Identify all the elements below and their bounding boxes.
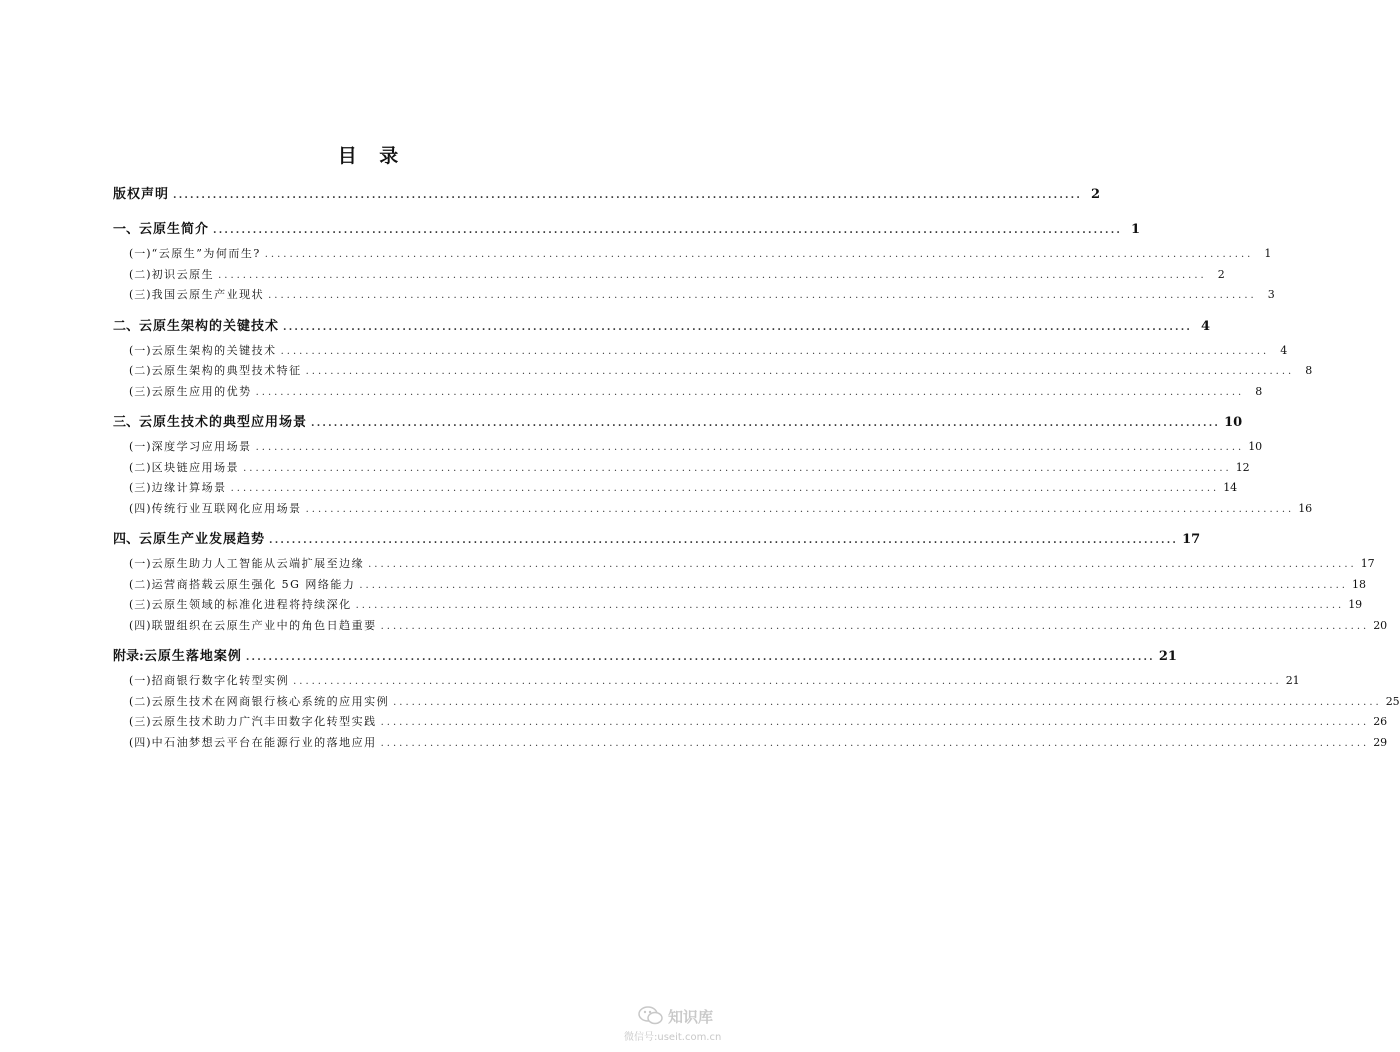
- toc-entry-title: 云原生应用的优势: [151, 384, 252, 398]
- toc-dot-leader: ................................................................................................................................................................: [355, 600, 1345, 611]
- toc-entry-title: 联盟组织在云原生产业中的角色日趋重要: [151, 618, 377, 632]
- toc-entry-title: 深度学习应用场景: [151, 440, 252, 453]
- toc-dot-leader: ................................................................................................................................................................: [173, 190, 1083, 201]
- toc-page-number: 4: [1201, 318, 1211, 334]
- toc-entry-title: 传统行业互联网化应用场景: [151, 501, 302, 515]
- toc-subsection-entry[interactable]: [129, 500, 1313, 516]
- toc-subsection-entry[interactable]: [129, 555, 1375, 571]
- toc-entry-number: (二): [129, 694, 152, 708]
- toc-page-number: 18: [1351, 577, 1366, 591]
- toc-subsection-entry[interactable]: [129, 479, 1238, 495]
- toc-entry-number: (一): [129, 247, 152, 260]
- toc-subsection-entry[interactable]: [129, 459, 1250, 475]
- toc-page-number: 2: [1091, 187, 1101, 202]
- toc-entry-number: (一): [129, 557, 152, 570]
- toc-page-number: 21: [1158, 649, 1177, 664]
- toc-entry-title: 云原生架构的关键技术: [139, 318, 280, 334]
- toc-section-entry[interactable]: [113, 183, 1101, 202]
- toc-subsection-entry[interactable]: [129, 342, 1288, 358]
- toc-page-number: 19: [1348, 598, 1363, 611]
- toc-dot-leader: ................................................................................................................................................................: [255, 442, 1245, 453]
- toc-entry-number: (三): [129, 715, 152, 728]
- toc-entry-title: 云原生落地案例: [143, 649, 242, 664]
- toc-section-entry[interactable]: [113, 645, 1177, 664]
- toc-page-number: 12: [1235, 460, 1250, 474]
- toc-page-number: 21: [1285, 674, 1300, 687]
- toc-entry-number: (四): [129, 735, 152, 749]
- toc-page-number: 25: [1385, 694, 1400, 708]
- toc-entry-title: 云原生架构的典型技术特征: [151, 364, 302, 377]
- toc-dot-leader: ................................................................................................................................................................: [283, 321, 1193, 333]
- toc-page-number: 20: [1373, 618, 1388, 632]
- toc-dot-leader: ................................................................................................................................................................: [368, 559, 1357, 570]
- toc-page-number: 16: [1298, 501, 1313, 515]
- wechat-icon: [638, 1006, 664, 1026]
- toc-entry-title: 运营商搭载云原生强化 5G 网络能力: [151, 577, 356, 591]
- toc-entry-title: 云原生架构的关键技术: [151, 343, 277, 357]
- toc-entry-number: (二): [129, 460, 152, 474]
- toc-entry-number: 附录:: [113, 649, 144, 664]
- toc-dot-leader: ................................................................................................................................................................: [359, 579, 1348, 591]
- toc-entry-title: 云原生技术在网商银行核心系统的应用实例: [151, 694, 390, 708]
- toc-subsection-entry[interactable]: [129, 713, 1388, 729]
- toc-section-entry[interactable]: [113, 411, 1243, 430]
- toc-entry-number: (二): [129, 577, 152, 591]
- toc-section-entry[interactable]: [113, 218, 1141, 237]
- toc-page-number: 10: [1224, 415, 1243, 430]
- toc-dot-leader: ................................................................................................................................................................: [218, 269, 1207, 281]
- toc-entry-title: 云原生领域的标准化进程将持续深化: [151, 598, 352, 611]
- toc-entry-number: (一): [129, 343, 152, 357]
- toc-subsection-entry[interactable]: [129, 362, 1313, 378]
- toc-entry-number: (一): [129, 674, 152, 687]
- toc-entry-number: (三): [129, 481, 152, 494]
- toc-subsection-entry[interactable]: [129, 617, 1388, 633]
- toc-page-number: 26: [1373, 715, 1388, 728]
- toc-subsection-entry[interactable]: [129, 245, 1272, 261]
- toc-page-number: 17: [1182, 532, 1201, 547]
- toc-dot-leader: ................................................................................................................................................................: [230, 483, 1220, 494]
- toc-dot-leader: ................................................................................................................................................................: [264, 249, 1254, 260]
- toc-entry-number: (二): [129, 267, 152, 281]
- toc-entry-number: (四): [129, 501, 152, 515]
- toc-subsection-entry[interactable]: [129, 693, 1400, 709]
- toc-entry-number: (三): [129, 598, 152, 611]
- toc-page-number: 3: [1267, 288, 1275, 301]
- toc-dot-leader: ................................................................................................................................................................: [305, 366, 1295, 377]
- toc-entry-title: 我国云原生产业现状: [151, 288, 265, 301]
- toc-entry-number: (一): [129, 440, 152, 453]
- toc-subsection-entry[interactable]: [129, 438, 1263, 454]
- toc-dot-leader: ................................................................................................................................................................: [293, 676, 1282, 687]
- watermark-name: 知识库: [668, 1008, 714, 1026]
- toc-page-number: 1: [1131, 222, 1141, 237]
- toc-dot-leader: ................................................................................................................................................................: [269, 535, 1179, 546]
- toc-entry-title: “云原生”为何而生?: [151, 247, 261, 260]
- toc-entry-title: 云原生简介: [139, 222, 210, 237]
- toc-page-number: 2: [1217, 267, 1225, 281]
- toc-entry-number: (三): [129, 384, 152, 398]
- toc-entry-title: 初识云原生: [151, 267, 215, 281]
- toc-subsection-entry[interactable]: [129, 734, 1388, 750]
- toc-entry-number: (四): [129, 618, 152, 632]
- toc-entry-title: 招商银行数字化转型实例: [151, 674, 290, 687]
- toc-dot-leader: ................................................................................................................................................................: [311, 418, 1221, 429]
- toc-entry-title: 云原生技术助力广汽丰田数字化转型实践: [151, 715, 377, 728]
- toc-entry-title: 区块链应用场景: [151, 460, 240, 474]
- toc-page-number: 29: [1373, 735, 1388, 749]
- toc-dot-leader: ................................................................................................................................................................: [213, 225, 1123, 236]
- toc-entry-title: 中石油梦想云平台在能源行业的落地应用: [151, 735, 377, 749]
- toc-page-number: 10: [1248, 440, 1263, 453]
- toc-section-entry[interactable]: [113, 315, 1211, 334]
- toc-page-number: 17: [1360, 557, 1375, 570]
- toc-dot-leader: ................................................................................................................................................................: [280, 345, 1270, 357]
- toc-page-number: 14: [1223, 481, 1238, 494]
- toc-entry-number: 一、: [113, 222, 140, 237]
- toc-dot-leader: ................................................................................................................................................................: [268, 290, 1257, 301]
- toc-dot-leader: ................................................................................................................................................................: [243, 462, 1232, 474]
- toc-entry-title: 云原生助力人工智能从云端扩展至边缘: [151, 557, 365, 570]
- toc-entry-number: (二): [129, 364, 152, 377]
- toc-subsection-entry[interactable]: [129, 383, 1263, 399]
- toc-subsection-entry[interactable]: [129, 266, 1225, 282]
- toc-entry-number: 四、: [113, 532, 140, 547]
- watermark-subtitle: 微信号:useit.com.cn: [624, 1032, 722, 1043]
- toc-dot-leader: ................................................................................................................................................................: [380, 717, 1370, 728]
- toc-page-number: 4: [1280, 343, 1288, 357]
- toc-entry-title: 版权声明: [113, 187, 170, 202]
- toc-dot-leader: ................................................................................................................................................................: [255, 386, 1245, 398]
- toc-subsection-entry[interactable]: [129, 596, 1363, 612]
- toc-page-number: 8: [1305, 364, 1313, 377]
- toc-dot-leader: ................................................................................................................................................................: [380, 737, 1370, 749]
- toc-subsection-entry[interactable]: [129, 576, 1366, 592]
- toc-entry-title: 边缘计算场景: [151, 481, 227, 494]
- toc-dot-leader: ................................................................................................................................................................: [305, 503, 1295, 515]
- toc-entry-number: 三、: [113, 415, 140, 430]
- toc-subsection-entry[interactable]: [129, 672, 1300, 688]
- toc-subsection-entry[interactable]: [129, 286, 1275, 302]
- toc-entry-number: 二、: [113, 318, 140, 334]
- toc-title: 目 录: [337, 145, 407, 167]
- toc-section-entry[interactable]: [113, 528, 1201, 547]
- toc-dot-leader: ................................................................................................................................................................: [393, 696, 1382, 708]
- toc-page-number: 8: [1255, 384, 1263, 398]
- toc-entry-title: 云原生技术的典型应用场景: [139, 415, 308, 430]
- watermark: [624, 1004, 736, 1044]
- toc-entry-number: (三): [129, 288, 152, 301]
- toc-page-number: 1: [1264, 247, 1272, 260]
- toc-dot-leader: ................................................................................................................................................................: [380, 620, 1370, 632]
- toc-entry-title: 云原生产业发展趋势: [139, 532, 266, 547]
- toc-dot-leader: ................................................................................................................................................................: [245, 652, 1155, 663]
